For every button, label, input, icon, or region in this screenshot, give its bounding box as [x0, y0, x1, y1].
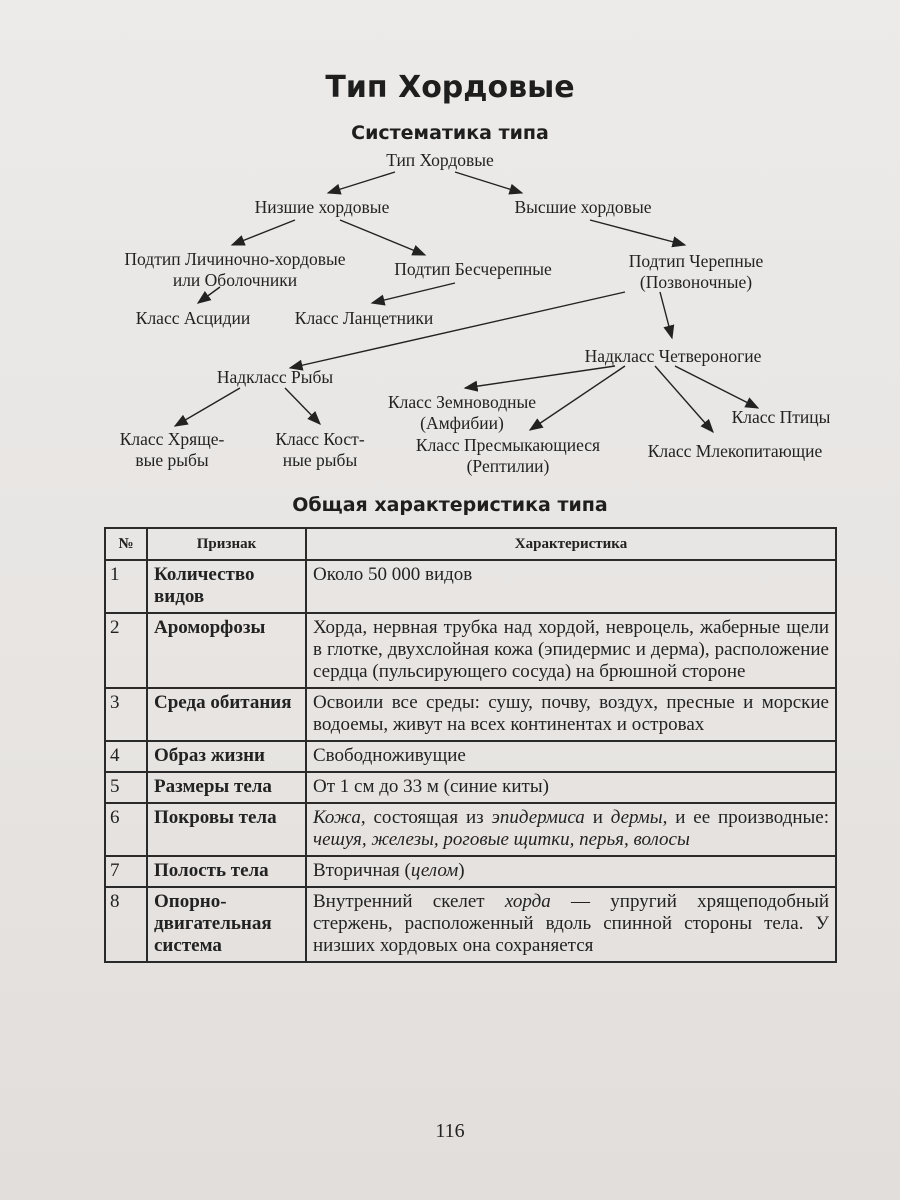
header-feature: Признак	[147, 528, 306, 560]
edge-lower-acrania	[340, 220, 425, 255]
row-number: 8	[105, 887, 147, 962]
edge-tetrapods-amphibians	[465, 366, 615, 388]
node-acrania: Подтип Бесчерепные	[394, 259, 552, 279]
node-reptiles-line1: Класс Пресмыкающиеся	[415, 435, 601, 455]
node-amphibians-line2: (Амфибии)	[420, 413, 504, 433]
row-number: 5	[105, 772, 147, 803]
header-num: №	[105, 528, 147, 560]
node-bony-line1: Класс Кост-	[275, 429, 365, 449]
term: Кожа	[313, 807, 361, 828]
edge-acrania-lancelets	[372, 283, 455, 303]
node-root: Тип Хордовые	[386, 150, 494, 170]
row-feature: Опорно-двигательная система	[147, 887, 306, 962]
classification-tree	[0, 140, 900, 480]
row-description: Около 50 000 видов	[306, 560, 836, 613]
edge-fishes-bony	[285, 388, 320, 424]
table-row	[105, 887, 836, 962]
page-title: Тип Хордовые	[325, 70, 575, 105]
edge-tetrapods-mammals	[655, 366, 713, 432]
node-reptiles-line2: (Рептилии)	[466, 456, 550, 476]
row-feature: Среда обитания	[147, 688, 306, 741]
header-characteristic: Характеристика	[306, 528, 836, 560]
node-vertebrata-line1: Подтип Черепные	[628, 251, 764, 271]
row-number: 3	[105, 688, 147, 741]
edge-vertebrata-fishes	[290, 292, 625, 368]
row-description: От 1 см до 33 м (синие киты)	[306, 772, 836, 803]
row-description: Освоили все среды: сушу, почву, воздух, пресные и морские водоемы, живут на всех континентах и островах	[306, 688, 836, 741]
row-feature: Покровы тела	[147, 803, 306, 856]
edge-tetrapods-birds	[675, 366, 758, 408]
table-row	[105, 772, 836, 803]
systematics-title: Систематика типа	[351, 122, 549, 144]
node-lower: Низшие хордовые	[254, 197, 390, 217]
node-tetrapods: Надкласс Четвероногие	[584, 346, 762, 366]
general-characteristics-title: Общая характеристика типа	[292, 494, 608, 516]
node-amphibians-line1: Класс Земноводные	[388, 392, 536, 412]
row-feature: Размеры тела	[147, 772, 306, 803]
row-number: 7	[105, 856, 147, 887]
term: целом	[410, 860, 459, 881]
node-fishes: Надкласс Рыбы	[216, 367, 334, 387]
edge-higher-vertebrata	[590, 220, 685, 245]
term: эпидермиса	[491, 807, 585, 828]
row-number: 1	[105, 560, 147, 613]
row-feature: Полость тела	[147, 856, 306, 887]
edge-fishes-cartilaginous	[175, 388, 240, 426]
table-row	[105, 560, 836, 613]
term: дермы	[610, 807, 663, 828]
node-tunicates-line1: Подтип Личиночно-хордовые	[124, 249, 346, 269]
row-description: Вторичная (целом)	[306, 856, 836, 887]
row-description: Свободноживущие	[306, 741, 836, 772]
edge-tetrapods-reptiles	[530, 366, 625, 430]
term: чешуя, железы, роговые щитки, перья, волосы	[313, 829, 690, 850]
node-cartilaginous-line1: Класс Хряще-	[119, 429, 225, 449]
row-feature: Образ жизни	[147, 741, 306, 772]
node-bony-line2: ные рыбы	[282, 450, 358, 470]
node-mammals: Класс Млекопитающие	[647, 441, 823, 461]
row-description: Хорда, нервная трубка над хордой, невроцель, жаберные щели в глотке, двухслойная кожа (эпидермис и дерма), расположение сердца (пульсирующего сосуда) на брюшной стороне	[306, 613, 836, 688]
table-row	[105, 688, 836, 741]
row-description: Кожа, состоящая из эпидермиса и дермы, и ее производные: чешуя, железы, роговые щитки, перья, волосы	[306, 803, 836, 856]
table-row	[105, 856, 836, 887]
row-description: Внутренний скелет хорда — упругий хрящеподобный стержень, расположенный вдоль спинной стороны тела. У низших хордовых она сохраняется	[306, 887, 836, 962]
node-birds: Класс Птицы	[731, 407, 831, 427]
table-header-row	[105, 528, 836, 560]
page-number: 116	[435, 1120, 465, 1142]
table-row	[105, 803, 836, 856]
edge-root-higher	[455, 172, 522, 193]
edge-lower-tunicates	[232, 220, 295, 245]
row-number: 6	[105, 803, 147, 856]
node-cartilaginous-line2: вые рыбы	[135, 450, 209, 470]
characteristics-table	[104, 527, 837, 963]
edge-vertebrata-tetrapods	[660, 292, 672, 338]
table-row	[105, 613, 836, 688]
row-number: 2	[105, 613, 147, 688]
table-row	[105, 741, 836, 772]
term: хорда	[504, 891, 551, 912]
row-feature: Ароморфозы	[147, 613, 306, 688]
node-ascidians: Класс Асцидии	[135, 308, 251, 328]
edge-root-lower	[328, 172, 395, 193]
row-feature: Количество видов	[147, 560, 306, 613]
node-higher: Высшие хордовые	[514, 197, 652, 217]
node-tunicates-line2: или Оболочники	[172, 270, 298, 290]
node-vertebrata-line2: (Позвоночные)	[639, 272, 753, 292]
node-lancelets: Класс Ланцетники	[294, 308, 434, 328]
row-number: 4	[105, 741, 147, 772]
